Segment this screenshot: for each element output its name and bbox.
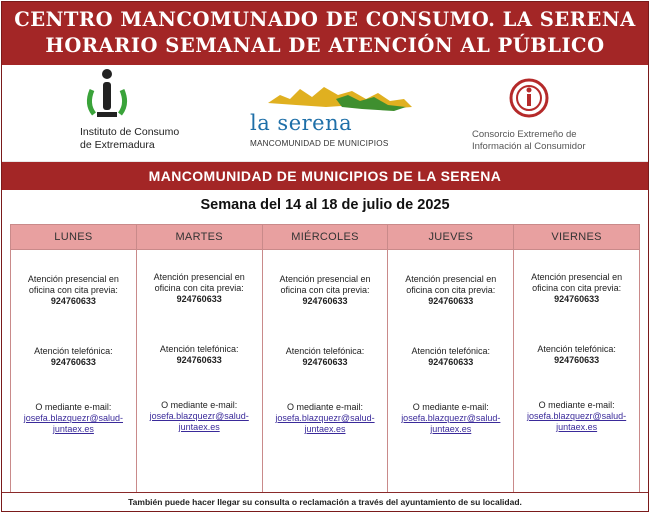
email-link[interactable]: josefa.blazquezr@salud- juntaex.es	[23, 413, 123, 434]
presencial-label: Atención presencial en	[531, 272, 623, 282]
presencial-label: Atención presencial en	[405, 274, 497, 284]
day-header-jueves: JUEVES	[388, 225, 514, 250]
telefonica-label: Atención telefónica:	[285, 346, 365, 356]
title-banner	[2, 2, 648, 65]
presencial-label-cont: oficina con cita previa:	[28, 285, 118, 295]
presencial-label: Atención presencial en	[153, 272, 245, 282]
schedule-page	[1, 1, 649, 512]
serena-landscape-icon	[266, 81, 416, 111]
telefonica-label: Atención telefónica:	[34, 346, 113, 356]
telefonica-phone[interactable]: 924760633	[428, 357, 474, 367]
ice-logo-text2: de Extremadura	[80, 139, 155, 151]
consorcio-logo-text2: Información al Consumidor	[472, 141, 586, 152]
presencial-label-cont: oficina con cita previa:	[532, 283, 622, 293]
la-serena-logo	[248, 87, 408, 157]
presencial-label-cont: oficina con cita previa:	[406, 285, 496, 295]
day-cell-jueves	[388, 250, 514, 493]
email-label: O mediante e-mail:	[412, 402, 489, 412]
email-label: O mediante e-mail:	[35, 402, 112, 412]
consorcio-logo-icon	[508, 77, 550, 119]
email-label: O mediante e-mail:	[538, 400, 615, 410]
ice-logo-text1: Instituto de Consumo	[80, 126, 180, 138]
email-label: O mediante e-mail:	[286, 402, 363, 412]
telefonica-phone[interactable]: 924760633	[176, 355, 222, 365]
schedule-table	[10, 224, 640, 492]
banner-title-line1: CENTRO MANCOMUNADO DE CONSUMO. LA SERENA	[14, 8, 636, 31]
banner-title-line2: HORARIO SEMANAL DE ATENCIÓN AL PÚBLICO	[45, 34, 605, 57]
la-serena-name: la serena	[250, 111, 353, 135]
telefonica-label: Atención telefónica:	[159, 344, 239, 354]
day-cell-miercoles	[262, 250, 388, 493]
email-link[interactable]: josefa.blazquezr@salud- juntaex.es	[526, 411, 627, 432]
day-header-lunes: LUNES	[11, 225, 137, 250]
ice-logo	[80, 68, 270, 158]
telefonica-phone[interactable]: 924760633	[554, 355, 600, 365]
email-label: O mediante e-mail:	[161, 400, 238, 410]
day-header-martes: MARTES	[136, 225, 262, 250]
footer-note: También puede hacer llegar su consulta o reclamación a través del ayuntamiento de su localidad.	[2, 492, 648, 512]
la-serena-subtitle: MANCOMUNIDAD DE MUNICIPIOS	[250, 139, 389, 148]
consorcio-logo-text1: Consorcio Extremeño de	[472, 129, 577, 140]
presencial-phone[interactable]: 924760633	[302, 296, 348, 306]
mancomunidad-banner: MANCOMUNIDAD DE MUNICIPIOS DE LA SERENA	[2, 162, 648, 190]
presencial-label-cont: oficina con cita previa:	[154, 283, 244, 293]
email-link[interactable]: josefa.blazquezr@salud- juntaex.es	[275, 413, 375, 434]
ice-logo-icon	[82, 68, 132, 124]
telefonica-label: Atención telefónica:	[411, 346, 491, 356]
presencial-phone[interactable]: 924760633	[428, 296, 474, 306]
day-cell-lunes	[11, 250, 137, 493]
consorcio-logo	[472, 71, 642, 161]
email-link[interactable]: josefa.blazquezr@salud- juntaex.es	[149, 411, 249, 432]
week-title: Semana del 14 al 18 de julio de 2025	[200, 197, 450, 213]
telefonica-phone[interactable]: 924760633	[302, 357, 348, 367]
day-cell-viernes	[514, 250, 640, 493]
telefonica-label: Atención telefónica:	[537, 344, 616, 354]
presencial-label: Atención presencial en	[279, 274, 371, 284]
email-link[interactable]: josefa.blazquezr@salud- juntaex.es	[401, 413, 501, 434]
presencial-phone[interactable]: 924760633	[50, 296, 96, 306]
presencial-phone[interactable]: 924760633	[176, 294, 222, 304]
day-header-miercoles: MIÉRCOLES	[262, 225, 388, 250]
logos-row	[2, 65, 648, 162]
day-cell-martes	[136, 250, 262, 493]
presencial-label: Atención presencial en	[27, 274, 119, 284]
presencial-label-cont: oficina con cita previa:	[280, 285, 370, 295]
day-header-viernes: VIERNES	[514, 225, 640, 250]
telefonica-phone[interactable]: 924760633	[50, 357, 96, 367]
presencial-phone[interactable]: 924760633	[554, 294, 600, 304]
